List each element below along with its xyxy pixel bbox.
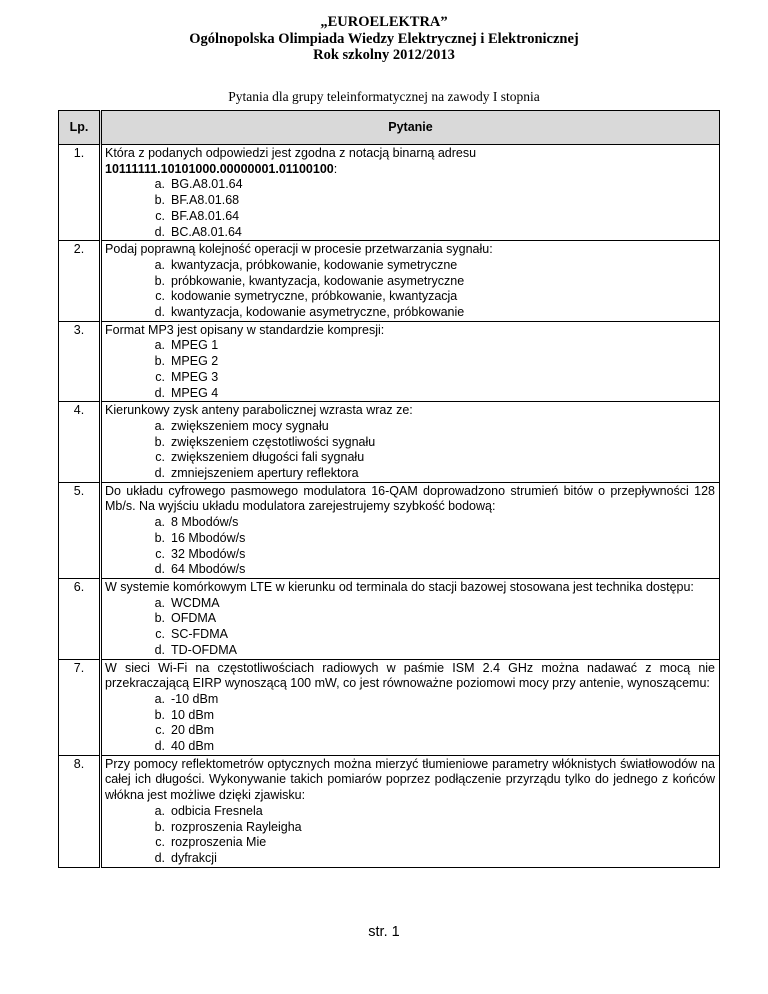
answer-letter: d. bbox=[154, 305, 165, 320]
answer-letter: d. bbox=[154, 642, 165, 657]
question-text-main: Do układu cyfrowego pasmowego modulatora 16-QAM doprowadzono strumień bitów o przepływności 128 Mb/s. Na wyjściu układu modulatora zarejestrujemy szybkość bodową: bbox=[105, 483, 715, 514]
answer-option bbox=[149, 419, 715, 435]
question-cell bbox=[101, 755, 720, 867]
answer-letter: b. bbox=[154, 819, 165, 834]
answer-text: rozproszenia Rayleigha bbox=[171, 819, 302, 834]
question-text bbox=[105, 403, 715, 419]
answer-option bbox=[149, 627, 715, 643]
answer-option bbox=[149, 177, 715, 193]
answer-option bbox=[149, 515, 715, 531]
answer-options bbox=[105, 258, 715, 321]
answer-option bbox=[149, 739, 715, 755]
question-text bbox=[105, 146, 715, 177]
answer-letter: c. bbox=[155, 546, 165, 561]
answer-option bbox=[149, 531, 715, 547]
question-text-main: W sieci Wi-Fi na częstotliwościach radiowych w paśmie ISM 2.4 GHz można nadawać z mocą nie przekraczającą EIRP wynoszącą 100 mW, co jest równoważne poziomowi mocy przy antenie, wynoszącemu: bbox=[105, 660, 715, 691]
questions-body bbox=[59, 145, 720, 868]
answer-text: 20 dBm bbox=[171, 723, 215, 738]
answer-text: BF.A8.01.64 bbox=[171, 208, 240, 223]
answer-letter: d. bbox=[154, 224, 165, 239]
answer-option bbox=[149, 354, 715, 370]
table-row bbox=[59, 402, 720, 483]
answer-letter: b. bbox=[154, 193, 165, 208]
table-header-row bbox=[59, 111, 720, 145]
question-text-main: Przy pomocy reflektometrów optycznych można mierzyć tłumieniowe parametry włóknistych światłowodów na całej ich długości. Wykonywanie takich pomiarów poprzez podłączenie przyrządu tylko do jednego z końców włókna jest możliwe dzięki zjawisku: bbox=[105, 756, 715, 803]
answer-letter: c. bbox=[155, 835, 165, 850]
question-cell bbox=[101, 241, 720, 322]
question-text bbox=[105, 661, 715, 692]
answer-letter: b. bbox=[154, 707, 165, 722]
answer-text: 10 dBm bbox=[171, 707, 215, 722]
answer-text: 64 Mbodów/s bbox=[171, 562, 246, 577]
question-text bbox=[105, 580, 715, 596]
answer-text: kwantyzacja, próbkowanie, kodowanie symetryczne bbox=[171, 257, 458, 272]
answer-text: 16 Mbodów/s bbox=[171, 530, 246, 545]
answer-option bbox=[149, 820, 715, 836]
header-title: „EUROELEKTRA” bbox=[320, 14, 448, 30]
answer-text: TD-OFDMA bbox=[171, 642, 237, 657]
header-school-year: Rok szkolny 2012/2013 bbox=[313, 47, 455, 63]
answer-options bbox=[105, 692, 715, 755]
answer-option bbox=[149, 435, 715, 451]
answer-text: dyfrakcji bbox=[171, 850, 217, 865]
answer-text: BF.A8.01.68 bbox=[171, 193, 240, 208]
answer-letter: c. bbox=[155, 369, 165, 384]
answer-text: 40 dBm bbox=[171, 739, 215, 754]
answer-option bbox=[149, 274, 715, 290]
question-number: 4. bbox=[59, 402, 101, 483]
answer-option bbox=[149, 562, 715, 578]
answer-text: WCDMA bbox=[171, 595, 220, 610]
answer-letter: b. bbox=[154, 611, 165, 626]
answer-text: SC-FDMA bbox=[171, 627, 228, 642]
answer-letter: a. bbox=[154, 338, 165, 353]
question-number: 8. bbox=[59, 755, 101, 867]
question-cell bbox=[101, 659, 720, 755]
question-text bbox=[105, 323, 715, 339]
answer-text: 8 Mbodów/s bbox=[171, 515, 239, 530]
table-row bbox=[59, 755, 720, 867]
document-subtitle: Pytania dla grupy teleinformatycznej na zawody I stopnia bbox=[228, 89, 540, 104]
answer-text: MPEG 2 bbox=[171, 354, 219, 369]
answer-letter: a. bbox=[154, 257, 165, 272]
answer-text: MPEG 1 bbox=[171, 338, 219, 353]
answer-text: rozproszenia Mie bbox=[171, 835, 267, 850]
question-cell bbox=[101, 578, 720, 659]
answer-option bbox=[149, 289, 715, 305]
table-row bbox=[59, 659, 720, 755]
answer-option bbox=[149, 193, 715, 209]
header-olympiad-name: Ogólnopolska Olimpiada Wiedzy Elektrycznej i Elektronicznej bbox=[189, 30, 579, 47]
table-row bbox=[59, 482, 720, 578]
answer-letter: a. bbox=[154, 177, 165, 192]
answer-option bbox=[149, 851, 715, 867]
answer-option bbox=[149, 804, 715, 820]
answer-letter: b. bbox=[154, 530, 165, 545]
answer-option bbox=[149, 835, 715, 851]
answer-text: BC.A8.01.64 bbox=[171, 224, 242, 239]
answer-option bbox=[149, 611, 715, 627]
answer-letter: a. bbox=[154, 595, 165, 610]
answer-letter: b. bbox=[154, 273, 165, 288]
question-cell bbox=[101, 482, 720, 578]
question-text-main: Podaj poprawną kolejność operacji w procesie przetwarzania sygnału: bbox=[105, 242, 493, 257]
answer-option bbox=[149, 225, 715, 241]
question-text-suffix: : bbox=[333, 161, 338, 176]
answer-option bbox=[149, 723, 715, 739]
answer-letter: b. bbox=[154, 354, 165, 369]
answer-letter: a. bbox=[154, 418, 165, 433]
answer-text: 32 Mbodów/s bbox=[171, 546, 246, 561]
answer-option bbox=[149, 450, 715, 466]
answer-text: MPEG 4 bbox=[171, 385, 219, 400]
column-header-lp: Lp. bbox=[59, 111, 101, 145]
column-header-question: Pytanie bbox=[101, 111, 720, 145]
answer-letter: d. bbox=[154, 850, 165, 865]
answer-letter: d. bbox=[154, 385, 165, 400]
answer-option bbox=[149, 692, 715, 708]
answer-options bbox=[105, 419, 715, 482]
answer-letter: d. bbox=[154, 562, 165, 577]
answer-text: BG.A8.01.64 bbox=[171, 177, 243, 192]
question-text-main: W systemie komórkowym LTE w kierunku od terminala do stacji bazowej stosowana jest technika dostępu: bbox=[105, 579, 694, 594]
table-row bbox=[59, 578, 720, 659]
answer-options bbox=[105, 338, 715, 401]
answer-options bbox=[105, 804, 715, 867]
question-number: 1. bbox=[59, 145, 101, 241]
answer-letter: b. bbox=[154, 434, 165, 449]
answer-letter: a. bbox=[154, 803, 165, 818]
question-text-main: Kierunkowy zysk anteny parabolicznej wzrasta wraz ze: bbox=[105, 403, 413, 418]
question-number: 5. bbox=[59, 482, 101, 578]
answer-text: kwantyzacja, kodowanie asymetryczne, próbkowanie bbox=[171, 305, 465, 320]
answer-option bbox=[149, 708, 715, 724]
answer-letter: d. bbox=[154, 739, 165, 754]
answer-text: zmniejszeniem apertury reflektora bbox=[171, 466, 359, 481]
answer-option bbox=[149, 386, 715, 402]
page-number: str. 1 bbox=[368, 924, 400, 940]
question-text-main: Format MP3 jest opisany w standardzie kompresji: bbox=[105, 322, 385, 337]
answer-option bbox=[149, 338, 715, 354]
answer-text: OFDMA bbox=[171, 611, 217, 626]
answer-option bbox=[149, 547, 715, 563]
answer-text: odbicia Fresnela bbox=[171, 803, 263, 818]
question-number: 6. bbox=[59, 578, 101, 659]
answer-text: próbkowanie, kwantyzacja, kodowanie asymetryczne bbox=[171, 273, 465, 288]
answer-text: MPEG 3 bbox=[171, 369, 219, 384]
question-text bbox=[105, 757, 715, 804]
answer-text: kodowanie symetryczne, próbkowanie, kwantyzacja bbox=[171, 289, 458, 304]
answer-text: zwiększeniem mocy sygnału bbox=[171, 418, 329, 433]
table-row bbox=[59, 241, 720, 322]
answer-option bbox=[149, 643, 715, 659]
answer-text: -10 dBm bbox=[171, 691, 219, 706]
answer-option bbox=[149, 370, 715, 386]
question-text bbox=[105, 242, 715, 258]
questions-table bbox=[58, 110, 720, 868]
answer-options bbox=[105, 596, 715, 659]
question-text-main: Która z podanych odpowiedzi jest zgodna z notacją binarną adresu bbox=[105, 146, 477, 160]
table-row bbox=[59, 145, 720, 241]
question-text bbox=[105, 484, 715, 515]
answer-option bbox=[149, 596, 715, 612]
answer-options bbox=[105, 177, 715, 240]
answer-options bbox=[105, 515, 715, 578]
question-number: 7. bbox=[59, 659, 101, 755]
answer-text: zwiększeniem długości fali sygnału bbox=[171, 450, 365, 465]
answer-option bbox=[149, 209, 715, 225]
question-binary-address: 10111111.10101000.00000001.01100100 bbox=[105, 161, 334, 176]
answer-letter: c. bbox=[155, 289, 165, 304]
answer-letter: c. bbox=[155, 450, 165, 465]
answer-letter: a. bbox=[154, 515, 165, 530]
answer-letter: a. bbox=[154, 691, 165, 706]
question-number: 3. bbox=[59, 321, 101, 402]
answer-option bbox=[149, 305, 715, 321]
question-cell bbox=[101, 145, 720, 241]
document-header bbox=[0, 14, 768, 64]
answer-text: zwiększeniem częstotliwości sygnału bbox=[171, 434, 376, 449]
question-cell bbox=[101, 402, 720, 483]
answer-letter: c. bbox=[155, 723, 165, 738]
answer-option bbox=[149, 466, 715, 482]
answer-letter: c. bbox=[155, 208, 165, 223]
answer-option bbox=[149, 258, 715, 274]
answer-letter: d. bbox=[154, 466, 165, 481]
answer-letter: c. bbox=[155, 627, 165, 642]
table-row bbox=[59, 321, 720, 402]
question-cell bbox=[101, 321, 720, 402]
question-number: 2. bbox=[59, 241, 101, 322]
